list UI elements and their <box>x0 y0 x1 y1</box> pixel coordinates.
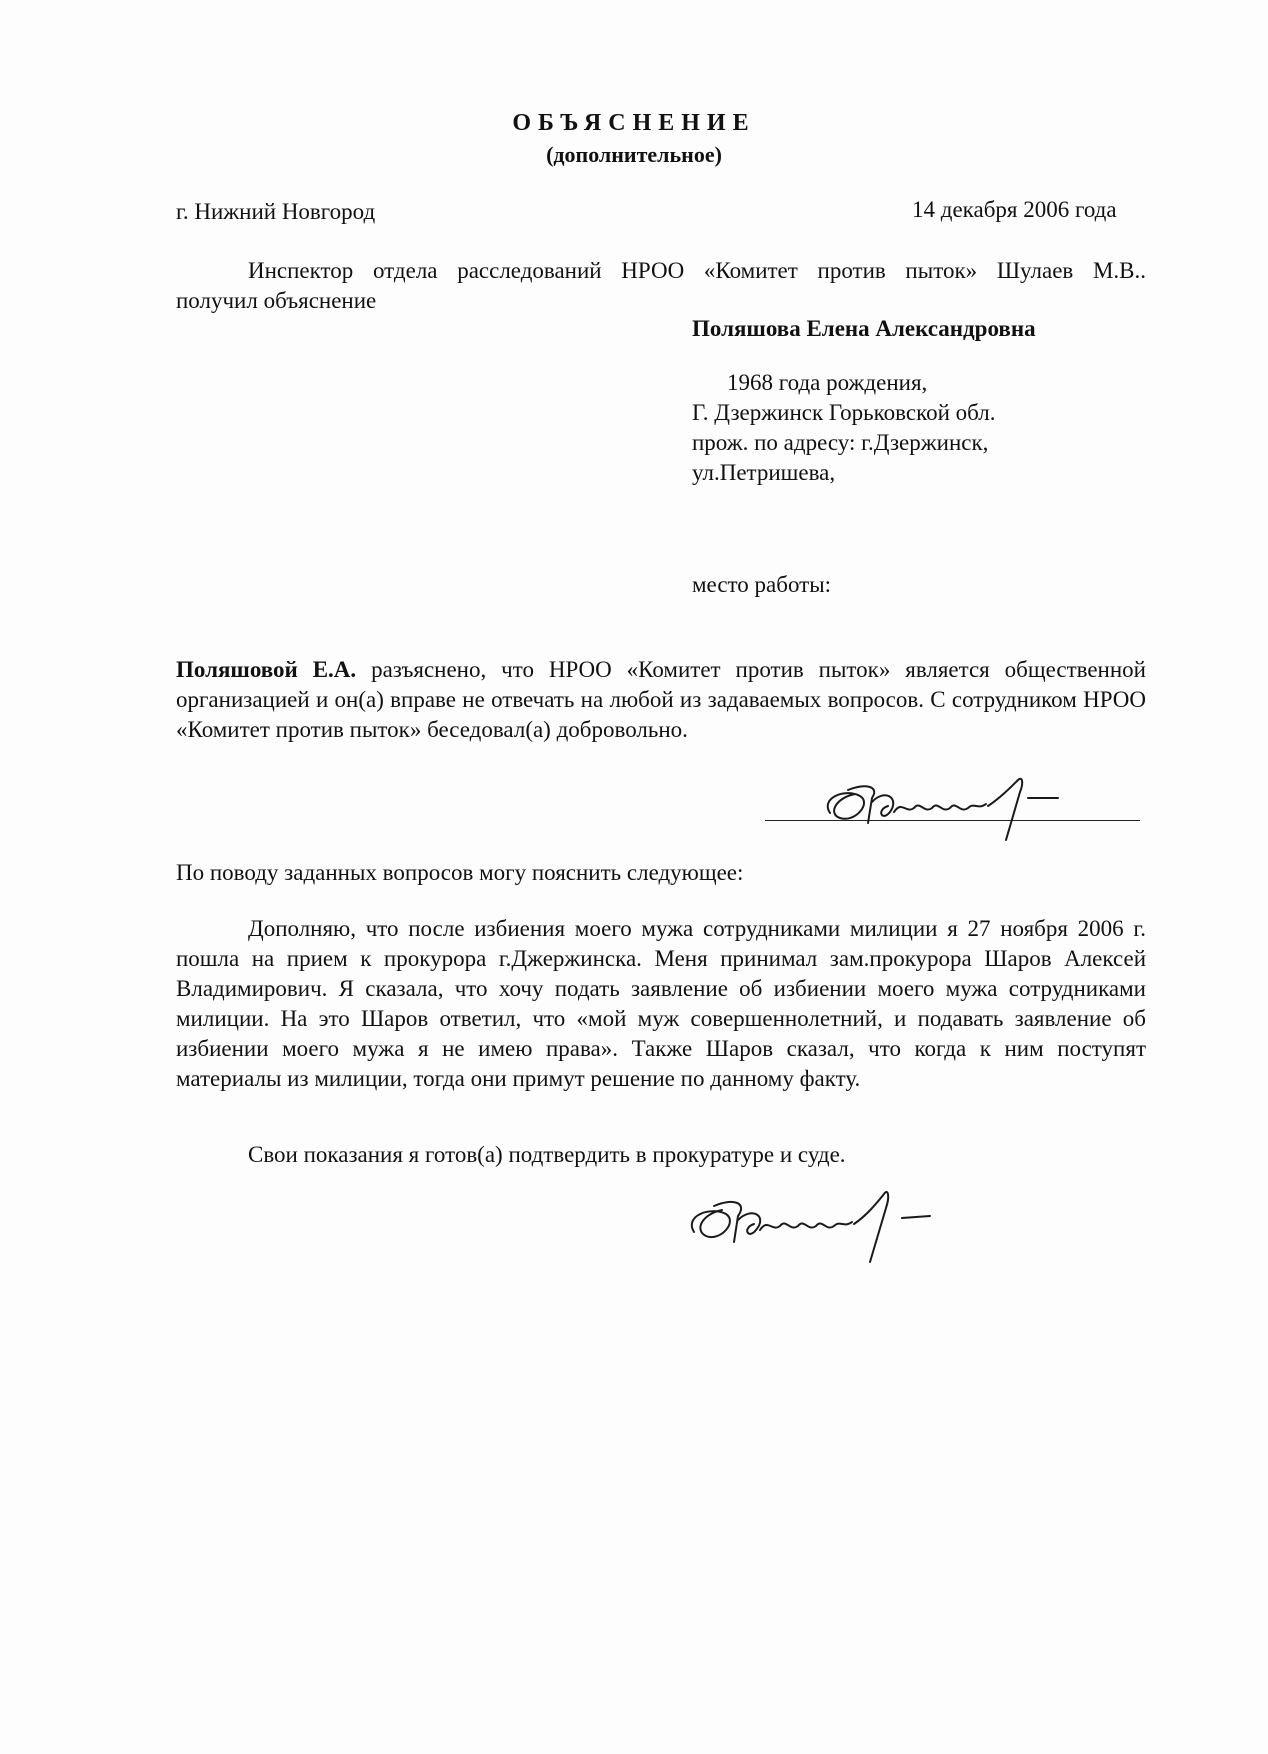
person-birth: 1968 года рождения, <box>727 370 928 395</box>
intro-line-1: Инспектор отдела расследований НРОО «Комитет против пыток» Шулаев М.В.. <box>248 258 1146 283</box>
person-address-1: прож. по адресу: г.Дзержинск, <box>692 430 989 455</box>
signature-image-1 <box>810 768 1140 848</box>
closing-line: Свои показания я готов(а) подтвердить в прокуратуре и суде. <box>248 1142 846 1167</box>
rights-name: Поляшовой Е.А. <box>176 657 357 682</box>
city: г. Нижний Новгород <box>176 199 376 224</box>
questions-intro: По поводу заданных вопросов могу пояснить следующее: <box>176 860 744 885</box>
document-subtitle: (дополнительное) <box>546 142 722 167</box>
intro-line-2: получил объяснение <box>176 288 377 313</box>
person-address-2: ул.Петришева, <box>692 460 836 485</box>
date: 14 декабря 2006 года <box>912 197 1117 222</box>
person-workplace: место работы: <box>692 572 832 597</box>
document-title: ОБЪЯСНЕНИЕ <box>512 110 756 136</box>
person-birthplace: Г. Дзержинск Горьковской обл. <box>692 400 996 425</box>
rights-text: разъяснено, что НРОО «Комитет против пыток» является общественной организацией и он(а) вправе не отвечать на любой из задаваемых вопросов. С сотрудником НРОО «Комитет против пыток» беседовал(а) добровольно. <box>176 657 1146 742</box>
signature-image-2 <box>680 1180 960 1270</box>
rights-paragraph <box>176 655 1146 745</box>
person-name: Поляшова Елена Александровна <box>692 316 1036 341</box>
statement-paragraph: Дополняю, что после избиения моего мужа сотрудниками милиции я 27 ноября 2006 г. пошла на прием к прокурора г.Джержинска. Меня принимал зам.прокурора Шаров Алексей Владимирович. Я сказала, что хочу подать заявление об избиении моего мужа сотрудниками милиции. На это Шаров ответил, что «мой муж совершеннолетний, и подавать заявление об избиении моего мужа я не имею права». Также Шаров сказал, что когда к ним поступят материалы из милиции, тогда они примут решение по данному факту. <box>176 916 1146 1091</box>
